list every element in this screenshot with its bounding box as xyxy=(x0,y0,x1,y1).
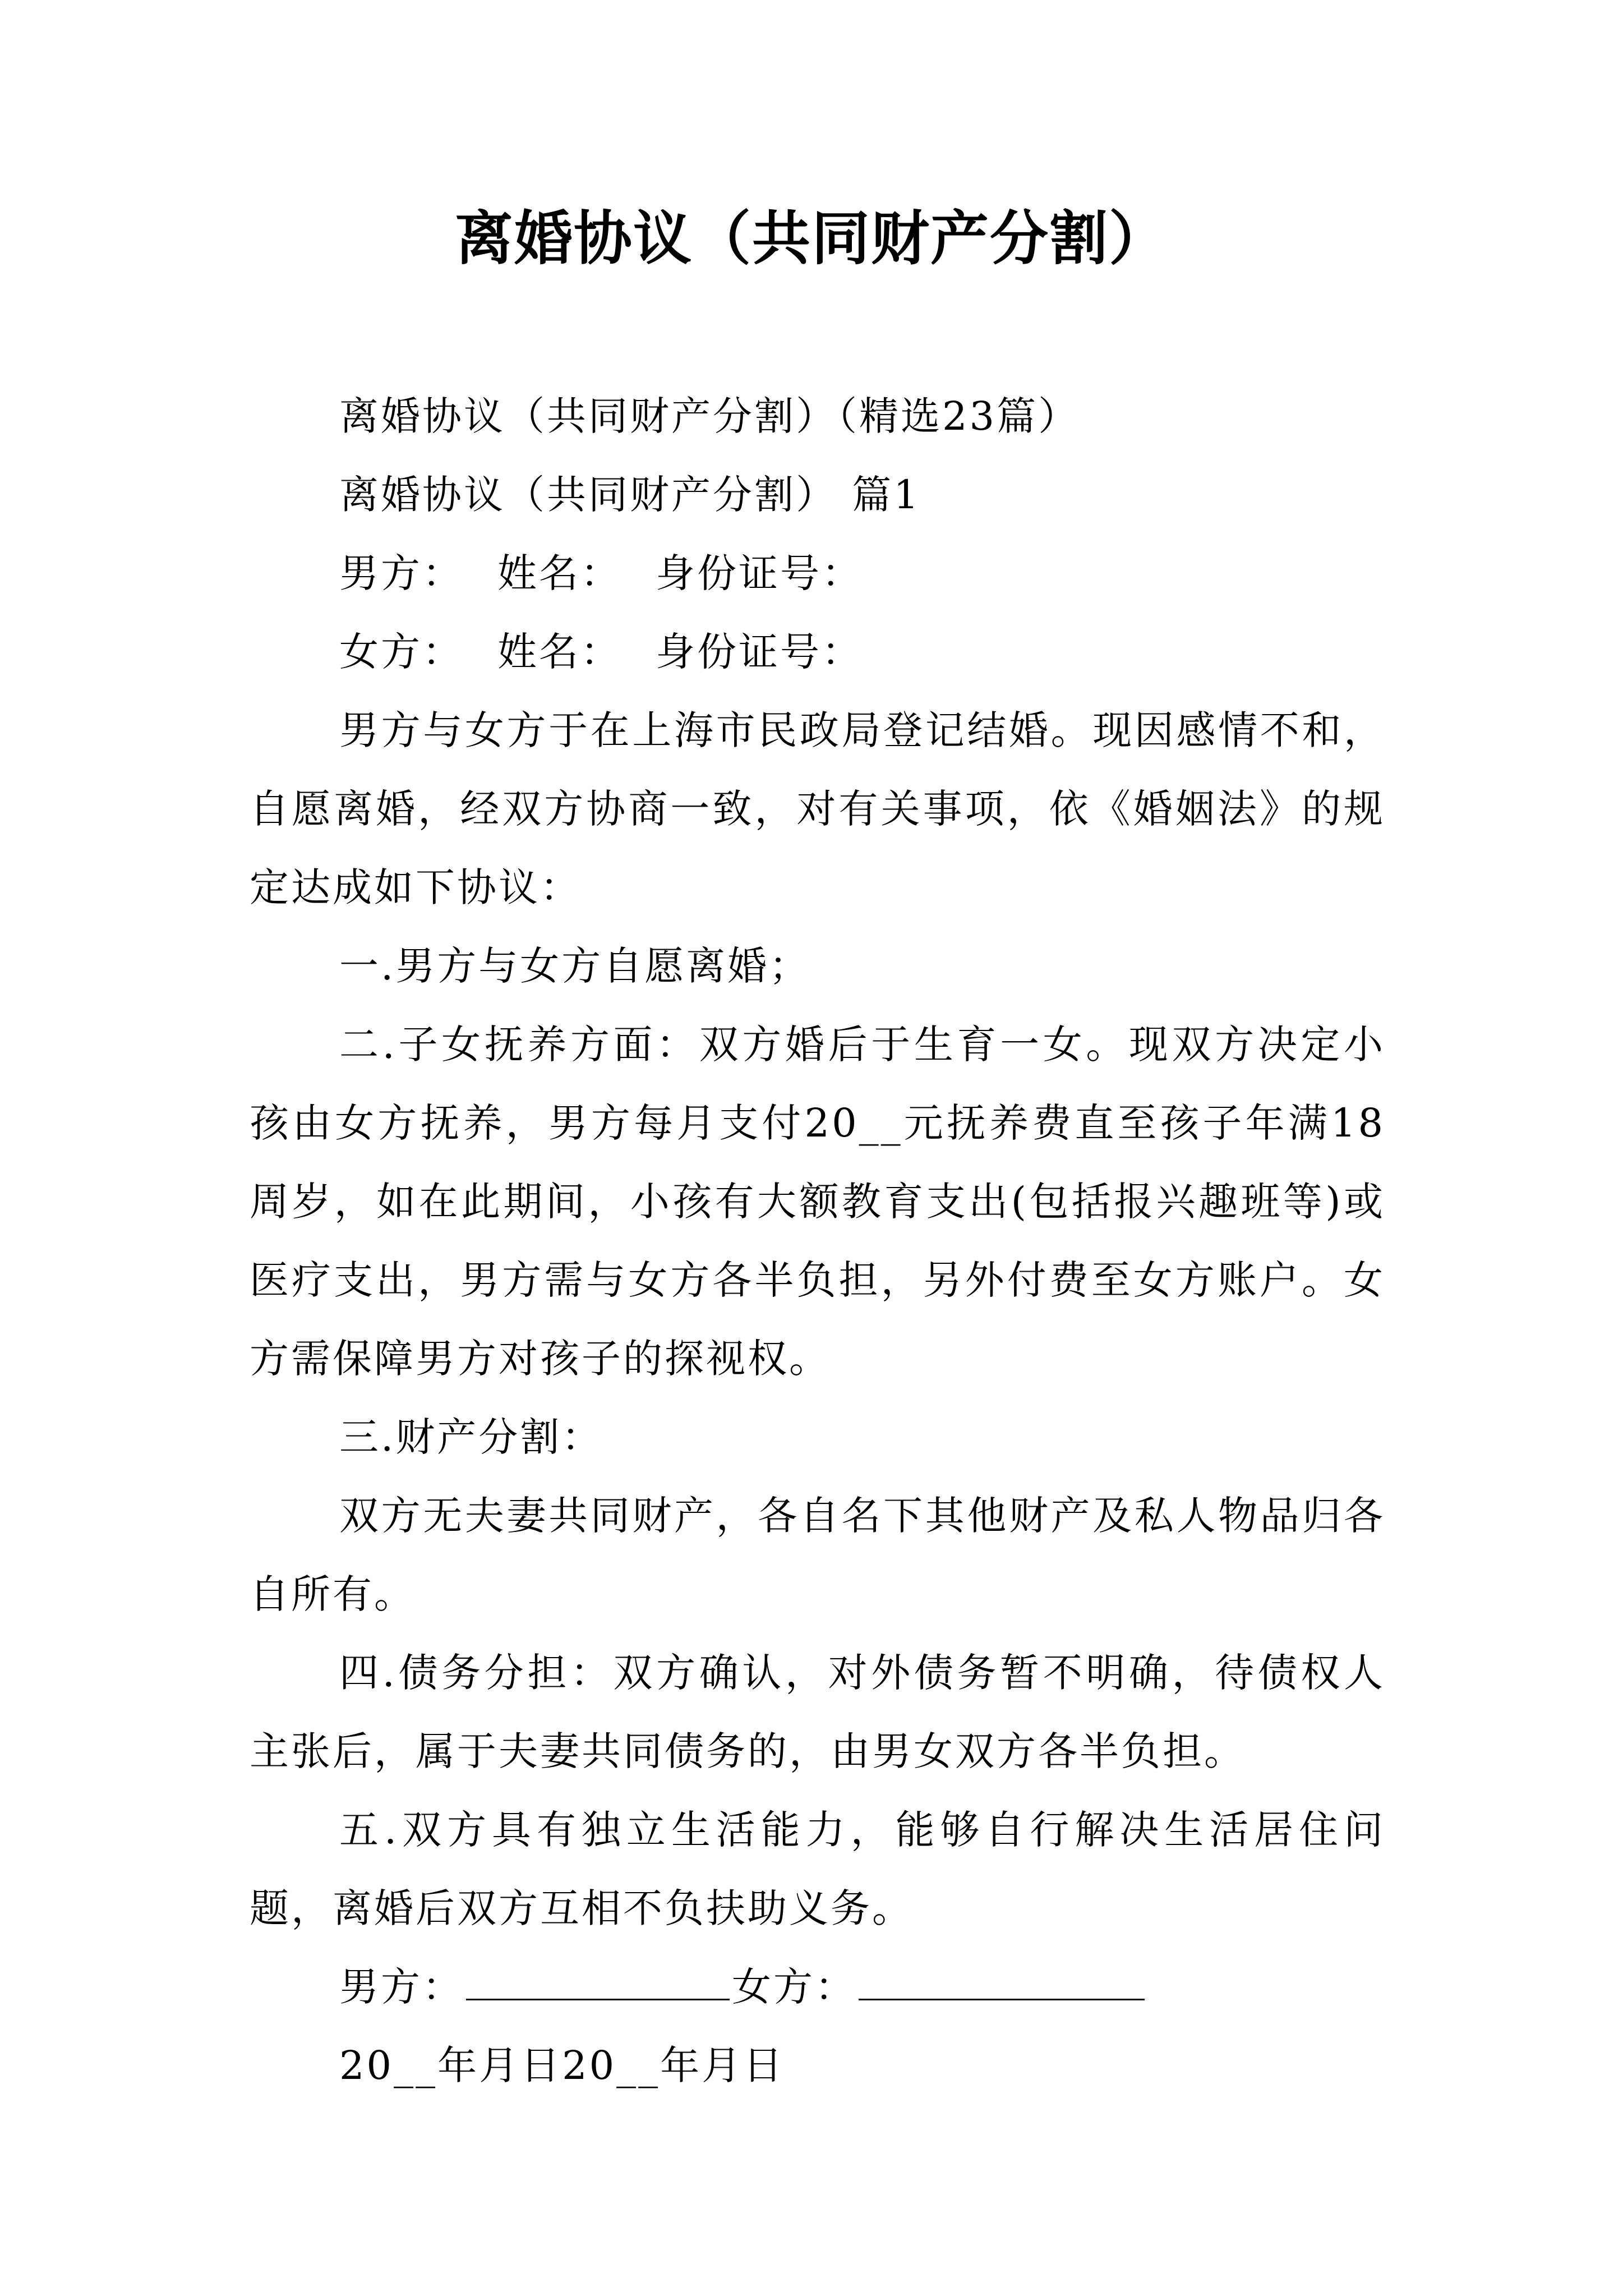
male-label: 男方： xyxy=(339,550,464,596)
female-id-label: 身份证号： xyxy=(656,629,863,675)
paragraph-section-heading: 离婚协议（共同财产分割） 篇1 xyxy=(339,472,921,518)
paragraph-clause-1: 一.男方与女方自愿离婚； xyxy=(339,943,811,989)
paragraph-male-info xyxy=(250,534,1385,613)
female-label: 女方： xyxy=(339,629,464,675)
male-id-label: 身份证号： xyxy=(656,550,863,596)
document-title: 离婚协议（共同财产分割） xyxy=(454,204,1168,273)
paragraph-clause-4: 四.债务分担：双方确认，对外债务暂不明确，待债权人主张后，属于夫妻共同债务的，由男女双方各半负担。 xyxy=(250,1650,1385,1774)
male-name-label: 姓名： xyxy=(497,550,622,596)
paragraph-subtitle: 离婚协议（共同财产分割）（精选23篇） xyxy=(339,393,1080,439)
document-body xyxy=(250,377,1385,2105)
signature-line xyxy=(250,1948,1385,2026)
paragraph-clause-3-body: 双方无夫妻共同财产，各自名下其他财产及私人物品归各自所有。 xyxy=(250,1493,1385,1617)
paragraph-female-info xyxy=(250,613,1385,691)
paragraph-clause-5: 五.双方具有独立生活能力，能够自行解决生活居住问题，离婚后双方互相不负扶助义务。 xyxy=(250,1807,1385,1931)
date-line: 20__年月日20__年月日 xyxy=(339,2042,785,2088)
paragraph-preamble: 男方与女方于在上海市民政局登记结婚。现因感情不和，自愿离婚，经双方协商一致，对有关事项，依《婚姻法》的规定达成如下协议： xyxy=(250,707,1385,910)
paragraph-clause-3-heading: 三.财产分割： xyxy=(339,1414,603,1460)
signature-male-blank xyxy=(466,1959,730,2000)
female-name-label: 姓名： xyxy=(497,629,622,675)
signature-male-label: 男方： xyxy=(339,1964,464,2010)
paragraph-clause-2: 二.子女抚养方面：双方婚后于生育一女。现双方决定小孩由女方抚养，男方每月支付20__元抚养费直至孩子年满18周岁，如在此期间，小孩有大额教育支出(包括报兴趣班等)或医疗支出，男方需与女方各半负担，另外付费至女方账户。女方需保障男方对孩子的探视权。 xyxy=(250,1022,1385,1382)
signature-female-label: 女方： xyxy=(732,1964,856,2010)
signature-female-blank xyxy=(859,1959,1145,2000)
